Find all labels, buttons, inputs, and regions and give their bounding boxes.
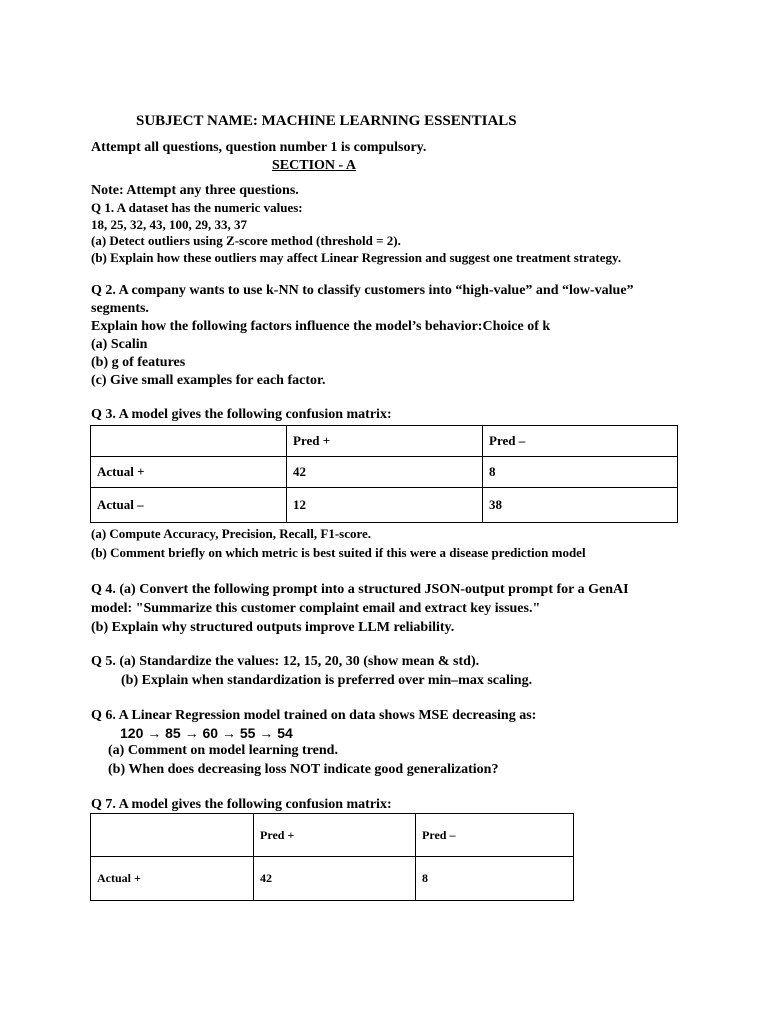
q1-title: Q 1. A dataset has the numeric values: bbox=[91, 200, 303, 215]
q3-part-b: (b) Comment briefly on which metric is best suited if this were a disease prediction model bbox=[91, 545, 586, 560]
q6-part-b: (b) When does decreasing loss NOT indicate good generalization? bbox=[108, 762, 499, 777]
q2-line-3: Explain how the following factors influence the model’s behavior:Choice of k bbox=[91, 319, 551, 334]
table-header-pred-pos: Pred + bbox=[254, 814, 416, 857]
table-cell: 42 bbox=[254, 857, 416, 901]
table-row bbox=[91, 488, 678, 523]
table-header-pred-neg: Pred – bbox=[483, 426, 678, 457]
q3-confusion-matrix bbox=[90, 425, 678, 523]
table-cell: 42 bbox=[287, 457, 483, 488]
q1-values: 18, 25, 32, 43, 100, 29, 33, 37 bbox=[91, 217, 247, 232]
q2-line-2: segments. bbox=[91, 301, 149, 316]
subject-title: SUBJECT NAME: MACHINE LEARNING ESSENTIALS bbox=[136, 113, 517, 129]
table-header-pred-pos: Pred + bbox=[287, 426, 483, 457]
instructions: Attempt all questions, question number 1 is compulsory. bbox=[91, 140, 427, 155]
table-row bbox=[91, 857, 574, 901]
table-row bbox=[91, 814, 574, 857]
table-row bbox=[91, 426, 678, 457]
q1-part-a: (a) Detect outliers using Z-score method (threshold = 2). bbox=[91, 233, 401, 248]
table-row-label: Actual + bbox=[91, 457, 287, 488]
q6-part-a: (a) Comment on model learning trend. bbox=[108, 743, 338, 758]
table-row-label: Actual – bbox=[91, 488, 287, 523]
q4-line-1: Q 4. (a) Convert the following prompt into a structured JSON-output prompt for a GenAI bbox=[91, 582, 629, 597]
q7-title: Q 7. A model gives the following confusion matrix: bbox=[91, 797, 392, 812]
table-header-pred-neg: Pred – bbox=[416, 814, 574, 857]
table-cell bbox=[91, 426, 287, 457]
table-cell: 38 bbox=[483, 488, 678, 523]
q2-line-1: Q 2. A company wants to use k-NN to classify customers into “high-value” and “low-value” bbox=[91, 283, 634, 298]
q4-line-2: model: "Summarize this customer complaint email and extract key issues." bbox=[91, 601, 541, 616]
q5-part-a: Q 5. (a) Standardize the values: 12, 15, 20, 30 (show mean & std). bbox=[91, 654, 480, 669]
q6-mse-sequence: 120 → 85 → 60 → 55 → 54 bbox=[120, 725, 293, 741]
table-cell: 8 bbox=[483, 457, 678, 488]
note: Note: Attempt any three questions. bbox=[91, 183, 299, 198]
q2-part-a: (a) Scalin bbox=[91, 337, 148, 352]
q7-confusion-matrix bbox=[90, 813, 574, 901]
table-cell: 8 bbox=[416, 857, 574, 901]
q6-title: Q 6. A Linear Regression model trained on data shows MSE decreasing as: bbox=[91, 708, 537, 723]
table-cell: 12 bbox=[287, 488, 483, 523]
table-row bbox=[91, 457, 678, 488]
q2-part-b: (b) g of features bbox=[91, 355, 186, 370]
q2-part-c: (c) Give small examples for each factor. bbox=[91, 373, 326, 388]
section-heading: SECTION - A bbox=[272, 158, 357, 173]
table-row-label: Actual + bbox=[91, 857, 254, 901]
q4-part-b: (b) Explain why structured outputs improve LLM reliability. bbox=[91, 620, 455, 635]
q3-title: Q 3. A model gives the following confusion matrix: bbox=[91, 407, 392, 422]
q1-part-b: (b) Explain how these outliers may affect Linear Regression and suggest one treatment strategy. bbox=[91, 250, 622, 265]
q5-part-b: (b) Explain when standardization is preferred over min–max scaling. bbox=[121, 673, 533, 688]
table-cell bbox=[91, 814, 254, 857]
q3-part-a: (a) Compute Accuracy, Precision, Recall, F1-score. bbox=[91, 526, 372, 541]
